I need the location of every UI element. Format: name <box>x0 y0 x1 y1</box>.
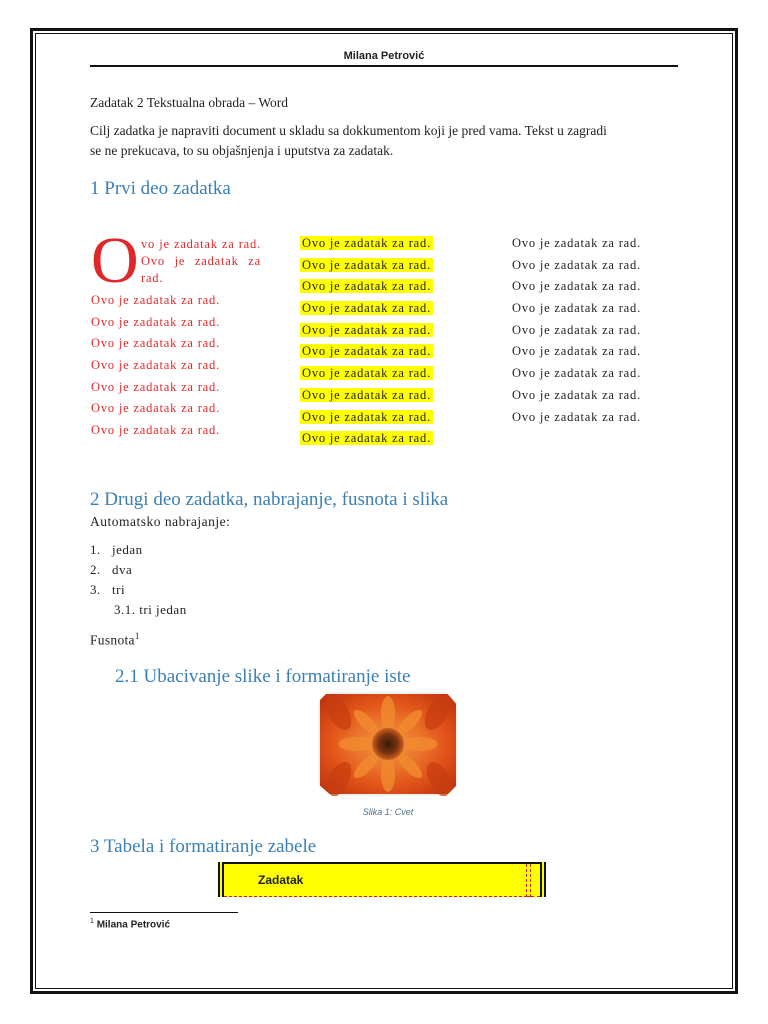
column-3-line: Ovo je zadatak za rad. <box>512 409 641 424</box>
task-table <box>218 862 546 897</box>
footnote-word: Fusnota <box>90 632 135 648</box>
column-3-text <box>512 233 641 428</box>
column-1-line: Ovo je zadatak za rad. <box>91 423 220 438</box>
header-rule <box>90 65 678 67</box>
section-1-heading: 1 Prvi deo zadatka <box>90 178 231 199</box>
footnote-number: 1 <box>90 918 94 925</box>
column-2-line: Ovo je zadatak za rad. <box>302 366 431 381</box>
list-item-number: 3. <box>90 582 101 597</box>
column-1-line: Ovo je zadatak za rad. <box>91 358 220 373</box>
table-row <box>221 863 543 897</box>
table <box>218 862 546 897</box>
column-2-line: Ovo je zadatak za rad. <box>302 387 431 402</box>
section-2-heading: 2 Drugi deo zadatka, nabrajanje, fusnota i slika <box>90 489 449 510</box>
column-1-red-text <box>91 290 220 442</box>
numbered-list <box>90 540 187 620</box>
column-2-line: Ovo je zadatak za rad. <box>302 344 431 359</box>
table-cell: Zadatak <box>221 863 526 897</box>
flower-image <box>318 692 458 796</box>
intro-paragraph-line-2: se ne prekucava, to su objašnjenja i uputstva za zadatak. <box>90 143 394 158</box>
page-header-author: Milana Petrović <box>343 50 425 62</box>
dropcap-paragraph <box>91 224 261 297</box>
intro-paragraph-line-1: Cilj zadatka je napraviti document u skladu sa dokkumentom koji je pred vama. Tekst u zagradi <box>90 123 607 138</box>
column-1-line: Ovo je zadatak za rad. <box>91 314 220 329</box>
list-item <box>90 560 187 580</box>
section-2-1-heading: 2.1 Ubacivanje slike i formatiranje iste <box>115 666 411 687</box>
column-2-line: Ovo je zadatak za rad. <box>302 301 431 316</box>
column-2-highlighted-text <box>300 233 433 450</box>
list-item <box>90 540 187 560</box>
column-3-line: Ovo je zadatak za rad. <box>512 322 641 337</box>
footnote-superscript: 1 <box>134 631 140 641</box>
column-1-line: Ovo je zadatak za rad. <box>91 379 220 394</box>
list-item-text: jedan <box>112 542 143 557</box>
column-2-line: Ovo je zadatak za rad. <box>302 322 431 337</box>
document-title: Zadatak 2 Tekstualna obrada – Word <box>90 95 289 110</box>
column-1-line: Ovo je zadatak za rad. <box>91 336 220 351</box>
column-3-line: Ovo je zadatak za rad. <box>512 301 641 316</box>
footnote-text <box>90 918 170 930</box>
dropcap-letter: O <box>91 224 139 297</box>
list-item-text: dva <box>112 562 133 577</box>
dropcap-text: vo je zadatak za rad. Ovo je zadatak za rad. <box>141 237 261 285</box>
column-3-line: Ovo je zadatak za rad. <box>512 387 641 402</box>
sublist-item: 3.1. tri jedan <box>114 602 187 617</box>
list-intro: Automatsko nabrajanje: <box>90 514 231 529</box>
footnote-content: Milana Petrović <box>96 919 171 931</box>
column-2-line: Ovo je zadatak za rad. <box>302 257 431 272</box>
table-cell <box>530 863 543 897</box>
list-item-number: 1. <box>90 542 101 557</box>
list-item <box>90 580 187 600</box>
image-caption: Slika 1: Cvet <box>362 807 414 817</box>
list-item-text: tri <box>112 582 126 597</box>
footnote-reference <box>90 627 140 650</box>
section-3-heading: 3 Tabela i formatiranje zabele <box>90 836 317 857</box>
column-2-line: Ovo je zadatak za rad. <box>302 431 431 446</box>
list-item-number: 2. <box>90 562 101 577</box>
column-3-line: Ovo je zadatak za rad. <box>512 366 641 381</box>
column-2-line: Ovo je zadatak za rad. <box>302 236 431 250</box>
column-1-line: Ovo je zadatak za rad. <box>91 401 220 416</box>
column-3-line: Ovo je zadatak za rad. <box>512 279 641 294</box>
column-1-line: Ovo je zadatak za rad. <box>91 293 220 307</box>
column-3-line: Ovo je zadatak za rad. <box>512 344 641 359</box>
flower-picture-icon <box>318 692 458 796</box>
footnote-separator <box>90 912 238 913</box>
column-3-line: Ovo je zadatak za rad. <box>512 236 641 250</box>
column-3-line: Ovo je zadatak za rad. <box>512 257 641 272</box>
column-2-line: Ovo je zadatak za rad. <box>302 279 431 294</box>
column-2-line: Ovo je zadatak za rad. <box>302 409 431 424</box>
